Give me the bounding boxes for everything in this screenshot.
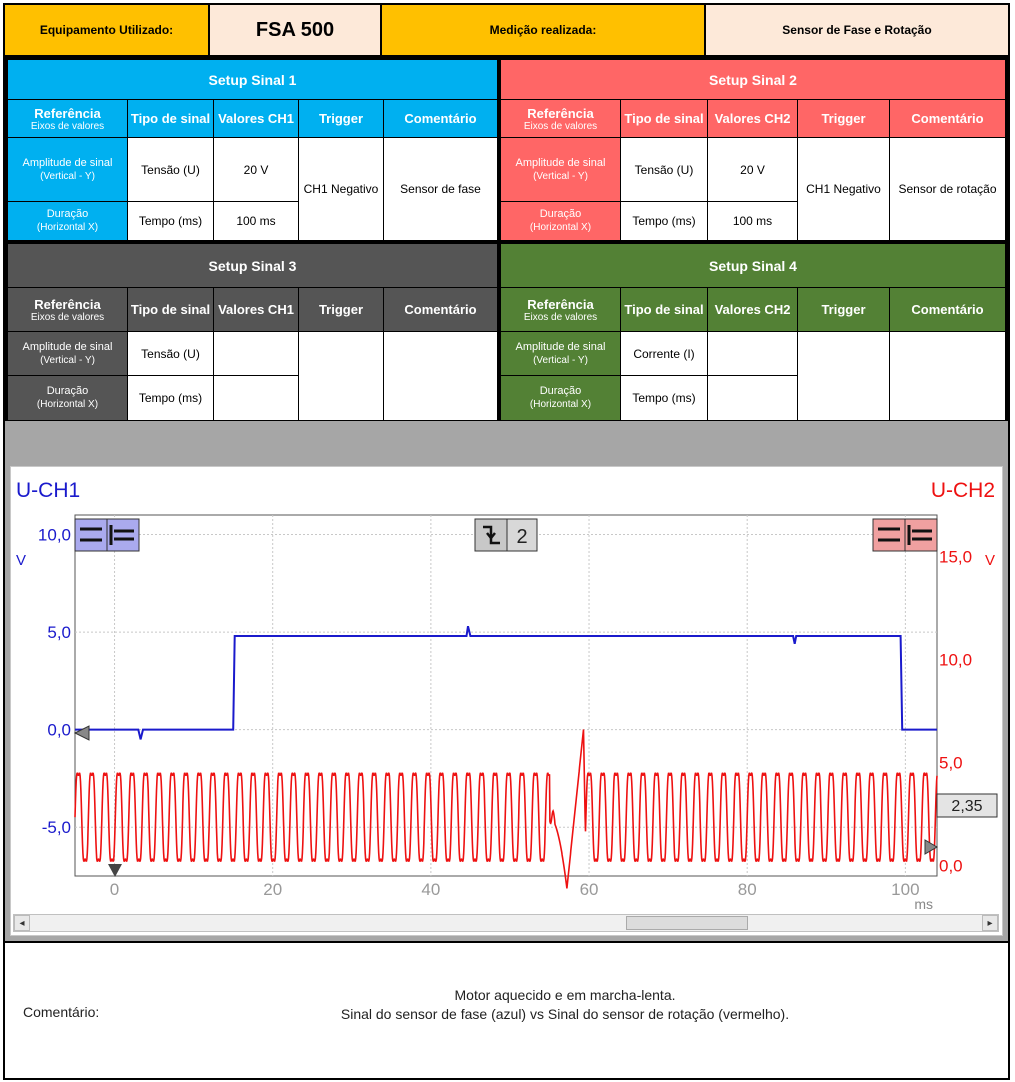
measurement-value: Sensor de Fase e Rotação (706, 5, 1008, 55)
setup1-amplitude-label: Amplitude de sinal (Vertical - Y) (8, 138, 128, 202)
x-unit: ms (914, 896, 933, 912)
setup-sinal-4 (498, 241, 1008, 423)
setup3-comment (384, 332, 498, 421)
setup4-comment (890, 332, 1006, 421)
setup-sinal-2 (498, 57, 1008, 243)
y-left-tick-label: -5,0 (41, 818, 71, 838)
y-left-ticks (38, 526, 71, 838)
setup2-amplitude-value: 20 V (708, 138, 798, 202)
ch2-unit: V (985, 552, 996, 569)
setup1-duration-label: Duração (Horizontal X) (8, 202, 128, 241)
setup3-title: Setup Sinal 3 (8, 244, 498, 288)
y-left-tick-label: 10,0 (37, 525, 71, 545)
setup2-duration-type: Tempo (ms) (621, 202, 708, 241)
x-tick-label: 60 (579, 880, 599, 899)
cursor-value: 2,35 (951, 798, 983, 815)
setup3-duration-type: Tempo (ms) (128, 376, 214, 421)
setup4-type-header: Tipo de sinal (621, 288, 708, 332)
report-header (5, 5, 1008, 57)
x-tick-label: 100 (891, 880, 920, 899)
y-left-tick-label: 5,0 (47, 623, 71, 643)
setup4-duration-value (708, 376, 798, 421)
setup3-values-header: Valores CH1 (214, 288, 299, 332)
x-tick-label: 0 (109, 880, 120, 899)
setup4-amplitude-type: Corrente (I) (621, 332, 708, 376)
setup2-duration-value: 100 ms (708, 202, 798, 241)
setup3-comment-header: Comentário (384, 288, 498, 332)
comment-label: Comentário: (23, 1004, 100, 1020)
setup3-amplitude-label: Amplitude de sinal (Vertical - Y) (8, 332, 128, 376)
setup1-comment-header: Comentário (384, 100, 498, 138)
setup4-ref-header: Referência Eixos de valores (501, 288, 621, 332)
setup2-values-header: Valores CH2 (708, 100, 798, 138)
setup2-amplitude-label: Amplitude de sinal (Vertical - Y) (501, 138, 621, 202)
setup2-amplitude-type: Tensão (U) (621, 138, 708, 202)
setup2-title: Setup Sinal 2 (501, 60, 1006, 100)
setup3-duration-value (214, 376, 299, 421)
trigger-channel: 2 (516, 526, 528, 548)
oscilloscope-panel (10, 466, 1003, 936)
setup-sinal-3 (5, 241, 500, 423)
setup4-duration-label: Duração (Horizontal X) (501, 376, 621, 421)
y-right-tick-label: 10,0 (939, 650, 973, 670)
oscilloscope-chart (11, 467, 1002, 914)
setup3-trigger (299, 332, 384, 421)
trigger-button[interactable] (475, 519, 537, 551)
setup1-trigger: CH1 Negativo (299, 138, 384, 241)
setup3-amplitude-value (214, 332, 299, 376)
setup2-trigger: CH1 Negativo (798, 138, 890, 241)
horizontal-scrollbar[interactable] (13, 914, 999, 932)
x-tick-label: 20 (263, 880, 283, 899)
setup4-comment-header: Comentário (890, 288, 1006, 332)
x-tick-label: 40 (421, 880, 441, 899)
setup1-amplitude-value: 20 V (214, 138, 299, 202)
x-tick-label: 80 (737, 880, 757, 899)
equipment-value: FSA 500 (210, 5, 382, 55)
comment-line-1: Motor aquecido e em marcha-lenta. (454, 987, 676, 1003)
scroll-thumb[interactable] (626, 916, 748, 930)
report-frame (3, 3, 1010, 1080)
x-ticks (110, 880, 920, 899)
setup1-ref-header: Referência Eixos de valores (8, 100, 128, 138)
scroll-right-arrow[interactable]: ▸ (982, 915, 998, 931)
y-right-tick-label: 0,0 (939, 856, 963, 876)
setup4-values-header: Valores CH2 (708, 288, 798, 332)
y-right-tick-label: 15,0 (939, 547, 973, 567)
setup3-amplitude-type: Tensão (U) (128, 332, 214, 376)
setup2-comment-header: Comentário (890, 100, 1006, 138)
setup4-trigger-header: Trigger (798, 288, 890, 332)
setup2-comment: Sensor de rotação (890, 138, 1006, 241)
setup1-type-header: Tipo de sinal (128, 100, 214, 138)
setup1-trigger-header: Trigger (299, 100, 384, 138)
comment-section (5, 945, 1008, 1078)
setup1-duration-type: Tempo (ms) (128, 202, 214, 241)
equipment-label: Equipamento Utilizado: (5, 5, 210, 55)
setup2-trigger-header: Trigger (798, 100, 890, 138)
comment-line-2: Sinal do sensor de fase (azul) vs Sinal do sensor de rotação (vermelho). (340, 1006, 790, 1022)
setup1-duration-value: 100 ms (214, 202, 299, 241)
setup-sinal-1 (5, 57, 500, 243)
setup3-type-header: Tipo de sinal (128, 288, 214, 332)
setup4-duration-type: Tempo (ms) (621, 376, 708, 421)
setup2-duration-label: Duração (Horizontal X) (501, 202, 621, 241)
setup3-ref-header: Referência Eixos de valores (8, 288, 128, 332)
comment-text (285, 986, 845, 1024)
setup4-title: Setup Sinal 4 (501, 244, 1006, 288)
ch2-label: U-CH2 (930, 479, 995, 502)
ch1-label: U-CH1 (16, 479, 81, 502)
measurement-label: Medição realizada: (382, 5, 706, 55)
scroll-left-arrow[interactable]: ◂ (14, 915, 30, 931)
setup2-ref-header: Referência Eixos de valores (501, 100, 621, 138)
setup3-trigger-header: Trigger (299, 288, 384, 332)
y-right-tick-label: 5,0 (939, 753, 963, 773)
setup2-type-header: Tipo de sinal (621, 100, 708, 138)
setup1-comment: Sensor de fase (384, 138, 498, 241)
setup1-values-header: Valores CH1 (214, 100, 299, 138)
setup4-amplitude-label: Amplitude de sinal (Vertical - Y) (501, 332, 621, 376)
setup1-title: Setup Sinal 1 (8, 60, 498, 100)
setup4-trigger (798, 332, 890, 421)
y-right-ticks (939, 547, 972, 875)
setup3-duration-label: Duração (Horizontal X) (8, 376, 128, 421)
y-left-tick-label: 0,0 (47, 720, 71, 740)
ch1-unit: V (16, 552, 27, 569)
setup1-amplitude-type: Tensão (U) (128, 138, 214, 202)
setup4-amplitude-value (708, 332, 798, 376)
ch1-menu-button[interactable] (75, 519, 139, 551)
ch2-menu-button[interactable] (873, 519, 937, 551)
